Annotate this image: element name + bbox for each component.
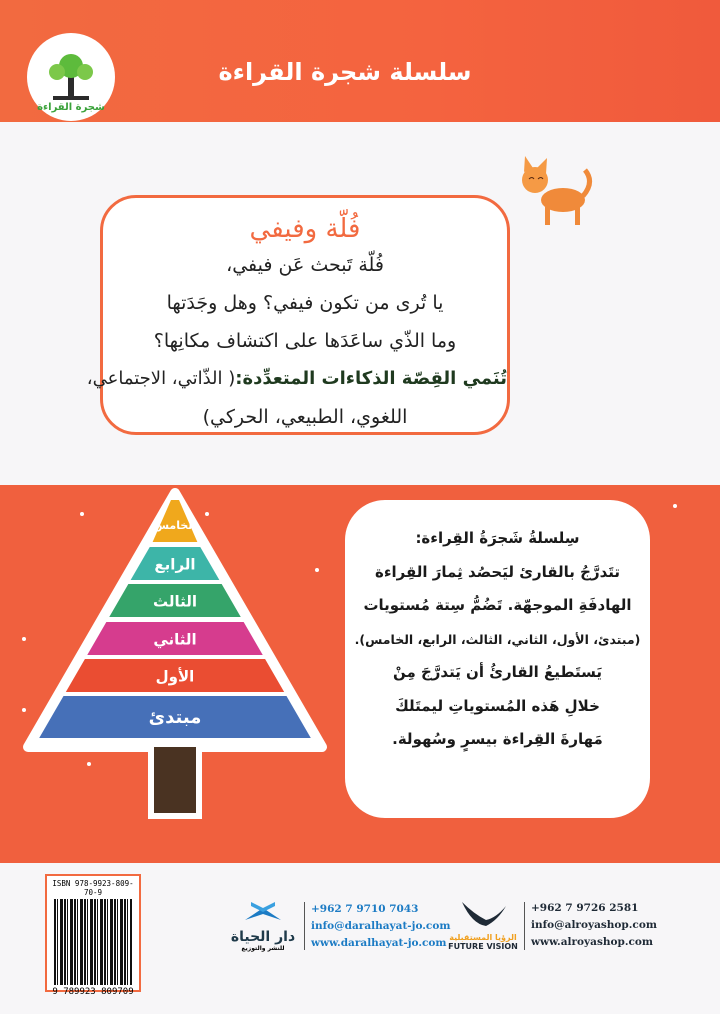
tree-trunk (154, 747, 196, 813)
info-line: يَستَطيعُ القارئُ أن يَتدرَّجَ مِنْ (392, 663, 603, 681)
email[interactable]: info@daralhayat-jo.com (311, 919, 451, 932)
cat-icon (515, 152, 595, 232)
story-box (86, 195, 510, 435)
story-intelligences (86, 360, 507, 398)
series-title: سلسلة شجرة القراءة (218, 58, 472, 86)
publisher-futurevision (448, 900, 657, 951)
pyramid-level-label: الأول (155, 667, 195, 686)
story-line: وما الذّي ساعَدَها على اكتشاف مكانِها؟ (153, 330, 457, 352)
ean-number: 9 789923 809709 (52, 987, 134, 997)
info-line: (مبتدئ، الأول، الثاني، الثالث، الرابع، الخامس). (354, 631, 641, 647)
daralhayat-logo (228, 900, 298, 952)
pyramid-level-label: مبتدئ (148, 707, 202, 728)
book-icon (243, 900, 283, 926)
info-line: خلالِ هَذه المُستوياتِ ليمتَلكَ (395, 696, 600, 715)
logo-text: شجرة القراءة (37, 102, 105, 113)
website[interactable]: www.daralhayat-jo.com (311, 936, 447, 949)
website[interactable]: www.alroyashop.com (531, 936, 654, 948)
pyramid-level-label: الثاني (153, 630, 197, 649)
barcode (54, 899, 132, 985)
pyramid-level-label: الثالث (152, 592, 198, 611)
story-line: فُلّة تَبحث عَن فيفي، (226, 254, 384, 276)
publisher-name: دار الحياة (230, 929, 296, 945)
pyramid-level-label: الرابع (154, 555, 196, 574)
futurevision-logo (448, 900, 518, 951)
intelligences-list: ( الذّاتي، الاجتماعي، (86, 368, 236, 389)
bird-icon (458, 900, 508, 930)
phone[interactable]: +962 7 9710 7043 (311, 902, 419, 915)
pyramid-level-label: الخامس (153, 519, 197, 532)
level-pyramid (0, 485, 340, 825)
publisher-daralhayat (228, 900, 450, 952)
info-line: الهادفَةِ الموجهّة. تَضُمُّ سِتة مُستويات (363, 596, 632, 614)
story-title: فُلّة وفيفي (249, 214, 361, 244)
barcode-box (45, 874, 141, 997)
series-info-box (345, 500, 650, 818)
divider (304, 902, 305, 950)
divider (524, 902, 525, 950)
story-line: يا تُرى من تكون فيفي؟ وهل وجَدَتها (166, 292, 444, 314)
info-line: تتَدرَّجُ بالقارئ ليَحصُد ثِمارَ القِراءة (375, 562, 620, 581)
intelligences-lead: تُنَمي القِصّة الذكاءات المتعدِّدة: (235, 368, 507, 389)
isbn-text: ISBN 978-9923-809-70-9 (52, 879, 134, 897)
star-dot (673, 504, 677, 508)
series-logo (27, 33, 115, 121)
info-line: سِلسلةُ شَجرَةُ القِراءة: (415, 529, 580, 547)
publisher-sub: FUTURE VISION (448, 942, 518, 951)
phone[interactable]: +962 7 9726 2581 (531, 902, 639, 914)
tree-icon (41, 52, 101, 102)
email[interactable]: info@alroyashop.com (531, 919, 657, 931)
publisher-sub: للنشر والتوزيع (241, 945, 285, 952)
publisher-name: الرؤيا المستقبلية (449, 933, 517, 942)
info-line: مَهارةَ القِراءة بيسرٍ وسُهولة. (392, 730, 603, 748)
story-line: اللغوي، الطبيعي، الحركي) (202, 406, 408, 428)
